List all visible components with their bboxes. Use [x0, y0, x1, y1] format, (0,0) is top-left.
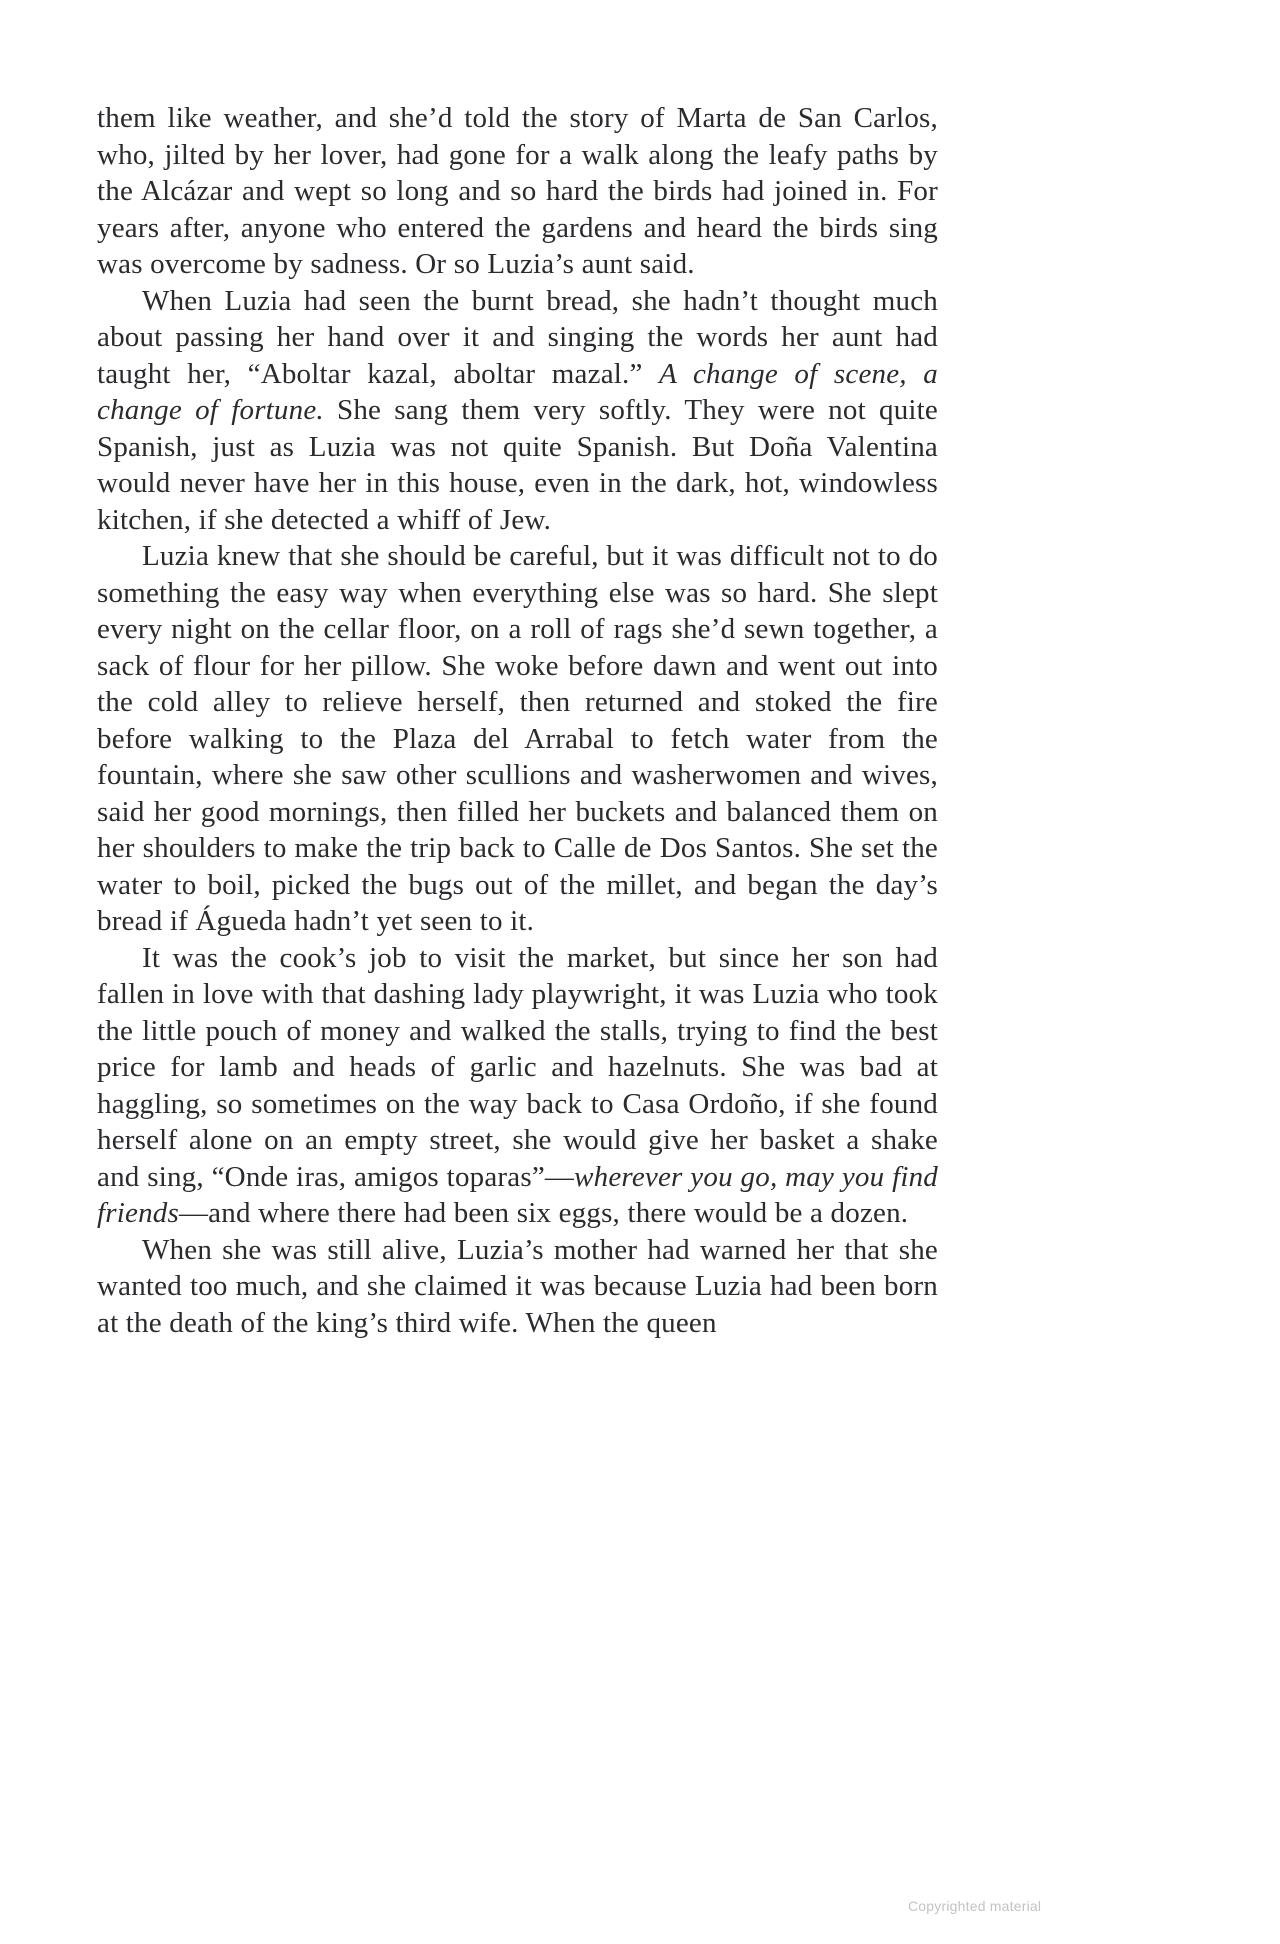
paragraph — [97, 1232, 938, 1342]
text-segment: Luzia knew that she should be careful, but it was difficult not to do something the easy way when everything else was so hard. She slept every night on the cellar floor, on a roll of rags she’d sewn together, a sack of flour for her pillow. She woke before dawn and went out into the cold alley to relieve herself, then returned and stoked the fire before walking to the Plaza del Arrabal to fetch water from the fountain, where she saw other scullions and washerwomen and wives, said her good mornings, then filled her buckets and balanced them on her shoulders to make the trip back to Calle de Dos Santos. She set the water to boil, picked the bugs out of the millet, and began the day’s bread if Águeda hadn’t yet seen to it. — [97, 540, 938, 937]
paragraph — [97, 283, 938, 539]
text-segment: When Luzia had seen the burnt bread, she hadn’t thought much about passing her hand over it and singing the words her aunt had taught her, “Aboltar kazal, aboltar mazal.” — [97, 284, 938, 390]
text-segment: She sang them very softly. They were not quite Spanish, just as Luzia was not quite Spanish. But Doña Valentina would never have her in this house, even in the dark, hot, windowless kitchen, if she detected a whiff of Jew. — [97, 394, 938, 536]
text-segment: them like weather, and she’d told the story of Marta de San Carlos, who, jilted by her lover, had gone for a walk along the leafy paths by the Alcázar and wept so long and so hard the birds had joined in. For years after, anyone who entered the gardens and heard the birds sing was overcome by sadness. Or so Luzia’s aunt said. — [97, 102, 938, 280]
paragraph — [97, 538, 938, 940]
text-segment: —and where there had been six eggs, there would be a dozen. — [178, 1197, 909, 1229]
paragraph — [97, 100, 938, 283]
text-segment: When she was still alive, Luzia’s mother had warned her that she wanted too much, and she claimed it was because Luzia had been born at the death of the king’s third wife. When the queen — [97, 1233, 938, 1339]
paragraph — [97, 940, 938, 1232]
copyright-watermark: Copyrighted material — [908, 1898, 1042, 1914]
text-segment-italic: wherever you go, may you find friends — [97, 1160, 938, 1229]
text-block — [97, 100, 938, 1341]
text-segment: It was the cook’s job to visit the market, but since her son had fallen in love with that dashing lady playwright, it was Luzia who took the little pouch of money and walked the stalls, trying to find the best price for lamb and heads of garlic and hazelnuts. She was bad at haggling, so sometimes on the way back to Casa Ordoño, if she found herself alone on an empty street, she would give her basket a shake and sing, “Onde iras, amigos toparas”— — [97, 941, 938, 1193]
text-segment-italic: A change of scene, a change of fortune. — [97, 357, 938, 426]
